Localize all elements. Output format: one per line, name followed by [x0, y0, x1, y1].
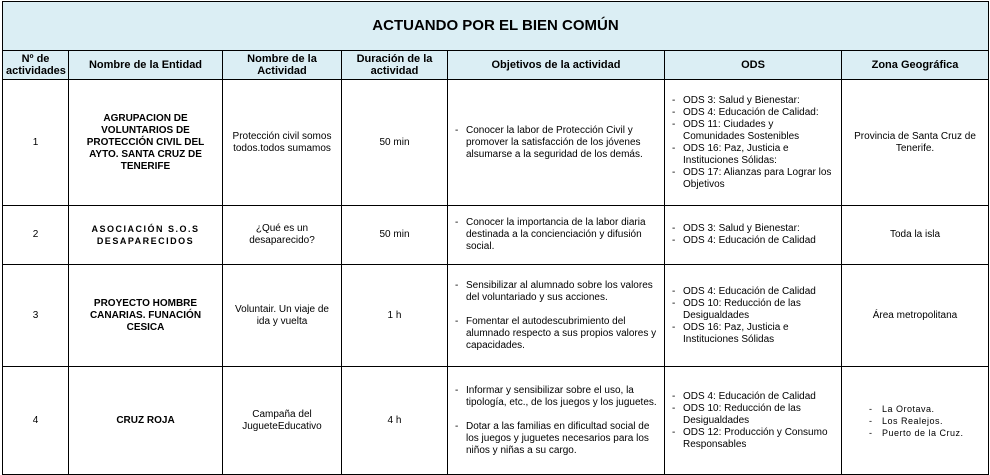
row-entity: ASOCIACIÓN S.O.S DESAPARECIDOS — [69, 206, 223, 265]
row-activity: Voluntair. Un viaje de ida y vuelta — [223, 265, 342, 367]
row-objectives — [448, 367, 665, 475]
ods-item: - ODS 3: Salud y Bienestar: — [669, 223, 837, 235]
row-num: 3 — [3, 265, 69, 367]
objective-item: - Dotar a las familias en dificultad social de los juegos y juguetes necesarios para los niños y niñas a su cargo. — [452, 421, 660, 457]
header-duration: Duración de la actividad — [342, 51, 448, 80]
row-objectives — [448, 80, 665, 206]
objective-item: - Conocer la labor de Protección Civil y promover la satisfacción de los jóvenes alsumarse a la seguridad de los demás. — [452, 125, 660, 161]
table-row — [3, 367, 989, 475]
header-row — [3, 51, 989, 80]
row-ods — [665, 265, 842, 367]
header-zone: Zona Geográfica — [842, 51, 989, 80]
row-num: 2 — [3, 206, 69, 265]
objective-item: - Conocer la importancia de la labor diaria destinada a la concienciación y difusión social. — [452, 217, 660, 253]
activities-table — [2, 1, 989, 475]
ods-item: - ODS 4: Educación de Calidad — [669, 235, 837, 247]
header-entity: Nombre de la Entidad — [69, 51, 223, 80]
table-row — [3, 265, 989, 367]
table-row — [3, 80, 989, 206]
table-title: ACTUANDO POR EL BIEN COMÚN — [3, 2, 989, 51]
row-entity: AGRUPACION DE VOLUNTARIOS DE PROTECCIÓN CIVIL DEL AYTO. SANTA CRUZ DE TENERIFE — [69, 80, 223, 206]
zone-item: - Puerto de la Cruz. — [866, 427, 984, 439]
row-duration: 1 h — [342, 265, 448, 367]
objective-item: - Sensibilizar al alumnado sobre los valores del voluntariado y sus acciones. — [452, 280, 660, 304]
row-objectives — [448, 265, 665, 367]
ods-item: - ODS 12: Producción y Consumo Responsables — [669, 427, 837, 451]
row-duration: 4 h — [342, 367, 448, 475]
row-zone — [842, 367, 989, 475]
row-objectives — [448, 206, 665, 265]
row-activity: Protección civil somos todos.todos sumamos — [223, 80, 342, 206]
ods-item: - ODS 16: Paz, Justicia e Instituciones Sólidas: — [669, 143, 837, 167]
ods-item: - ODS 3: Salud y Bienestar: — [669, 95, 837, 107]
ods-item: - ODS 10: Reducción de las Desigualdades — [669, 403, 837, 427]
row-duration: 50 min — [342, 80, 448, 206]
row-num: 1 — [3, 80, 69, 206]
row-entity: CRUZ ROJA — [69, 367, 223, 475]
ods-item: - ODS 17: Alianzas para Lograr los Objetivos — [669, 167, 837, 191]
row-num: 4 — [3, 367, 69, 475]
row-activity: ¿Qué es un desaparecido? — [223, 206, 342, 265]
row-duration: 50 min — [342, 206, 448, 265]
header-objectives: Objetivos de la actividad — [448, 51, 665, 80]
row-activity: Campaña del JugueteEducativo — [223, 367, 342, 475]
header-activity: Nombre de la Actividad — [223, 51, 342, 80]
row-ods — [665, 367, 842, 475]
zone-item: - La Orotava. — [866, 403, 984, 415]
row-zone: Área metropolitana — [842, 265, 989, 367]
objective-item: - Fomentar el autodescubrimiento del alumnado respecto a sus propios valores y capacidades. — [452, 316, 660, 352]
row-zone: Provincia de Santa Cruz de Tenerife. — [842, 80, 989, 206]
zone-item: - Los Realejos. — [866, 415, 984, 427]
ods-item: - ODS 4: Educación de Calidad — [669, 391, 837, 403]
header-ods: ODS — [665, 51, 842, 80]
ods-item: - ODS 16: Paz, Justicia e Instituciones Sólidas — [669, 322, 837, 346]
row-zone: Toda la isla — [842, 206, 989, 265]
header-num: Nº de actividades — [3, 51, 69, 80]
ods-item: - ODS 4: Educación de Calidad: — [669, 107, 837, 119]
objective-item: - Informar y sensibilizar sobre el uso, la tipología, etc., de los juegos y los juguetes. — [452, 385, 660, 409]
row-ods — [665, 80, 842, 206]
ods-item: - ODS 10: Reducción de las Desigualdades — [669, 298, 837, 322]
ods-item: - ODS 4: Educación de Calidad — [669, 286, 837, 298]
title-row — [3, 2, 989, 51]
table-row — [3, 206, 989, 265]
row-ods — [665, 206, 842, 265]
ods-item: - ODS 11: Ciudades y Comunidades Sostenibles — [669, 119, 837, 143]
row-entity: PROYECTO HOMBRE CANARIAS. FUNACIÓN CESICA — [69, 265, 223, 367]
